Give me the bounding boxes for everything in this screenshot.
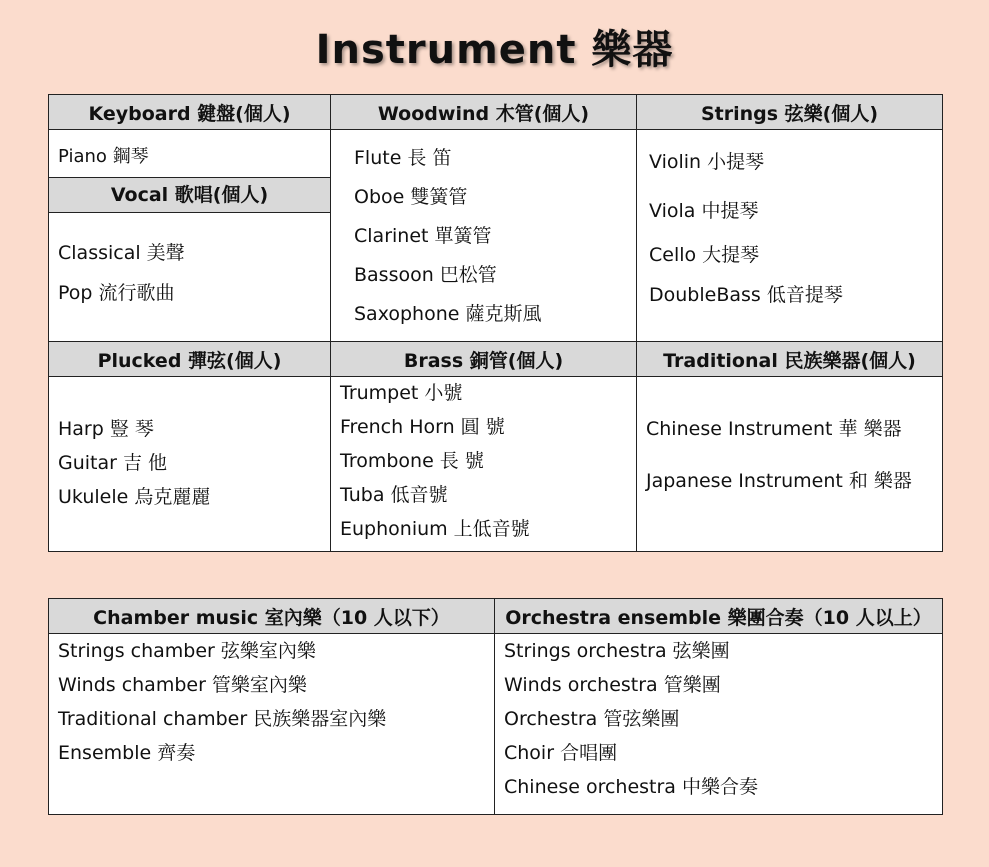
page-title: Instrument 樂器 [315, 27, 674, 73]
list-item: Chinese orchestra 中樂合奏 [504, 776, 758, 798]
list-item: Piano 鋼琴 [58, 146, 149, 167]
list-item: Choir 合唱團 [504, 742, 618, 764]
content-row-1 [49, 130, 943, 342]
individual-instrument-table [48, 94, 943, 552]
list-item: Tuba 低音號 [340, 484, 448, 506]
list-item: Strings orchestra 弦樂團 [504, 640, 730, 662]
plucked-list [49, 377, 330, 509]
list-item: Strings chamber 弦樂室內樂 [58, 640, 316, 662]
traditional-header: Traditional 民族樂器(個人) [637, 342, 943, 377]
strings-cell [637, 130, 943, 342]
list-item: Viola 中提琴 [649, 200, 759, 222]
list-item: Violin 小提琴 [649, 151, 765, 173]
orchestra-cell [495, 634, 943, 815]
list-item: Cello 大提琴 [649, 244, 760, 266]
list-item: French Horn 圓 號 [340, 416, 505, 438]
list-item: Euphonium 上低音號 [340, 518, 530, 540]
strings-list [637, 130, 942, 307]
list-item: Orchestra 管弦樂團 [504, 708, 680, 730]
list-item: DoubleBass 低音提琴 [649, 284, 843, 306]
list-item: Classical 美聲 [58, 242, 185, 264]
list-item: Pop 流行歌曲 [58, 282, 175, 304]
list-item: Japanese Instrument 和 樂器 [646, 470, 912, 492]
header-row-1 [49, 95, 943, 130]
chamber-cell [49, 634, 495, 815]
list-item: Winds chamber 管樂室內樂 [58, 674, 307, 696]
chamber-list [49, 634, 494, 765]
ensemble-table [48, 598, 943, 815]
list-item: Chinese Instrument 華 樂器 [646, 418, 902, 440]
vocal-header: Vocal 歌唱(個人) [49, 177, 330, 213]
list-item: Ensemble 齊奏 [58, 742, 196, 764]
strings-header: Strings 弦樂(個人) [637, 95, 943, 130]
plucked-header: Plucked 彈弦(個人) [49, 342, 331, 377]
woodwind-header: Woodwind 木管(個人) [331, 95, 637, 130]
ensemble-content-row [49, 634, 943, 815]
traditional-cell [637, 377, 943, 552]
content-row-2 [49, 377, 943, 552]
orchestra-list [495, 634, 942, 799]
list-item: Trombone 長 號 [340, 450, 484, 472]
list-item: Guitar 吉 他 [58, 452, 168, 474]
orchestra-header: Orchestra ensemble 樂團合奏（10 人以上） [495, 599, 943, 634]
list-item: Flute 長 笛 [354, 147, 452, 169]
vocal-list [49, 213, 330, 305]
list-item: Trumpet 小號 [340, 382, 463, 404]
list-item: Harp 豎 琴 [58, 418, 154, 440]
keyboard-vocal-cell [49, 130, 331, 342]
plucked-cell [49, 377, 331, 552]
list-item: Ukulele 烏克麗麗 [58, 486, 211, 508]
woodwind-list [331, 130, 636, 326]
woodwind-cell [331, 130, 637, 342]
list-item: Saxophone 薩克斯風 [354, 303, 542, 325]
list-item: Winds orchestra 管樂團 [504, 674, 721, 696]
brass-cell [331, 377, 637, 552]
header-row-2 [49, 342, 943, 377]
keyboard-header: Keyboard 鍵盤(個人) [49, 95, 331, 130]
list-item: Bassoon 巴松管 [354, 264, 497, 286]
brass-list [331, 377, 636, 541]
brass-header: Brass 銅管(個人) [331, 342, 637, 377]
list-item: Clarinet 單簧管 [354, 225, 492, 247]
list-item: Traditional chamber 民族樂器室內樂 [58, 708, 387, 730]
ensemble-header-row [49, 599, 943, 634]
list-item: Oboe 雙簧管 [354, 186, 468, 208]
traditional-list [637, 377, 942, 493]
chamber-header: Chamber music 室內樂（10 人以下） [49, 599, 495, 634]
